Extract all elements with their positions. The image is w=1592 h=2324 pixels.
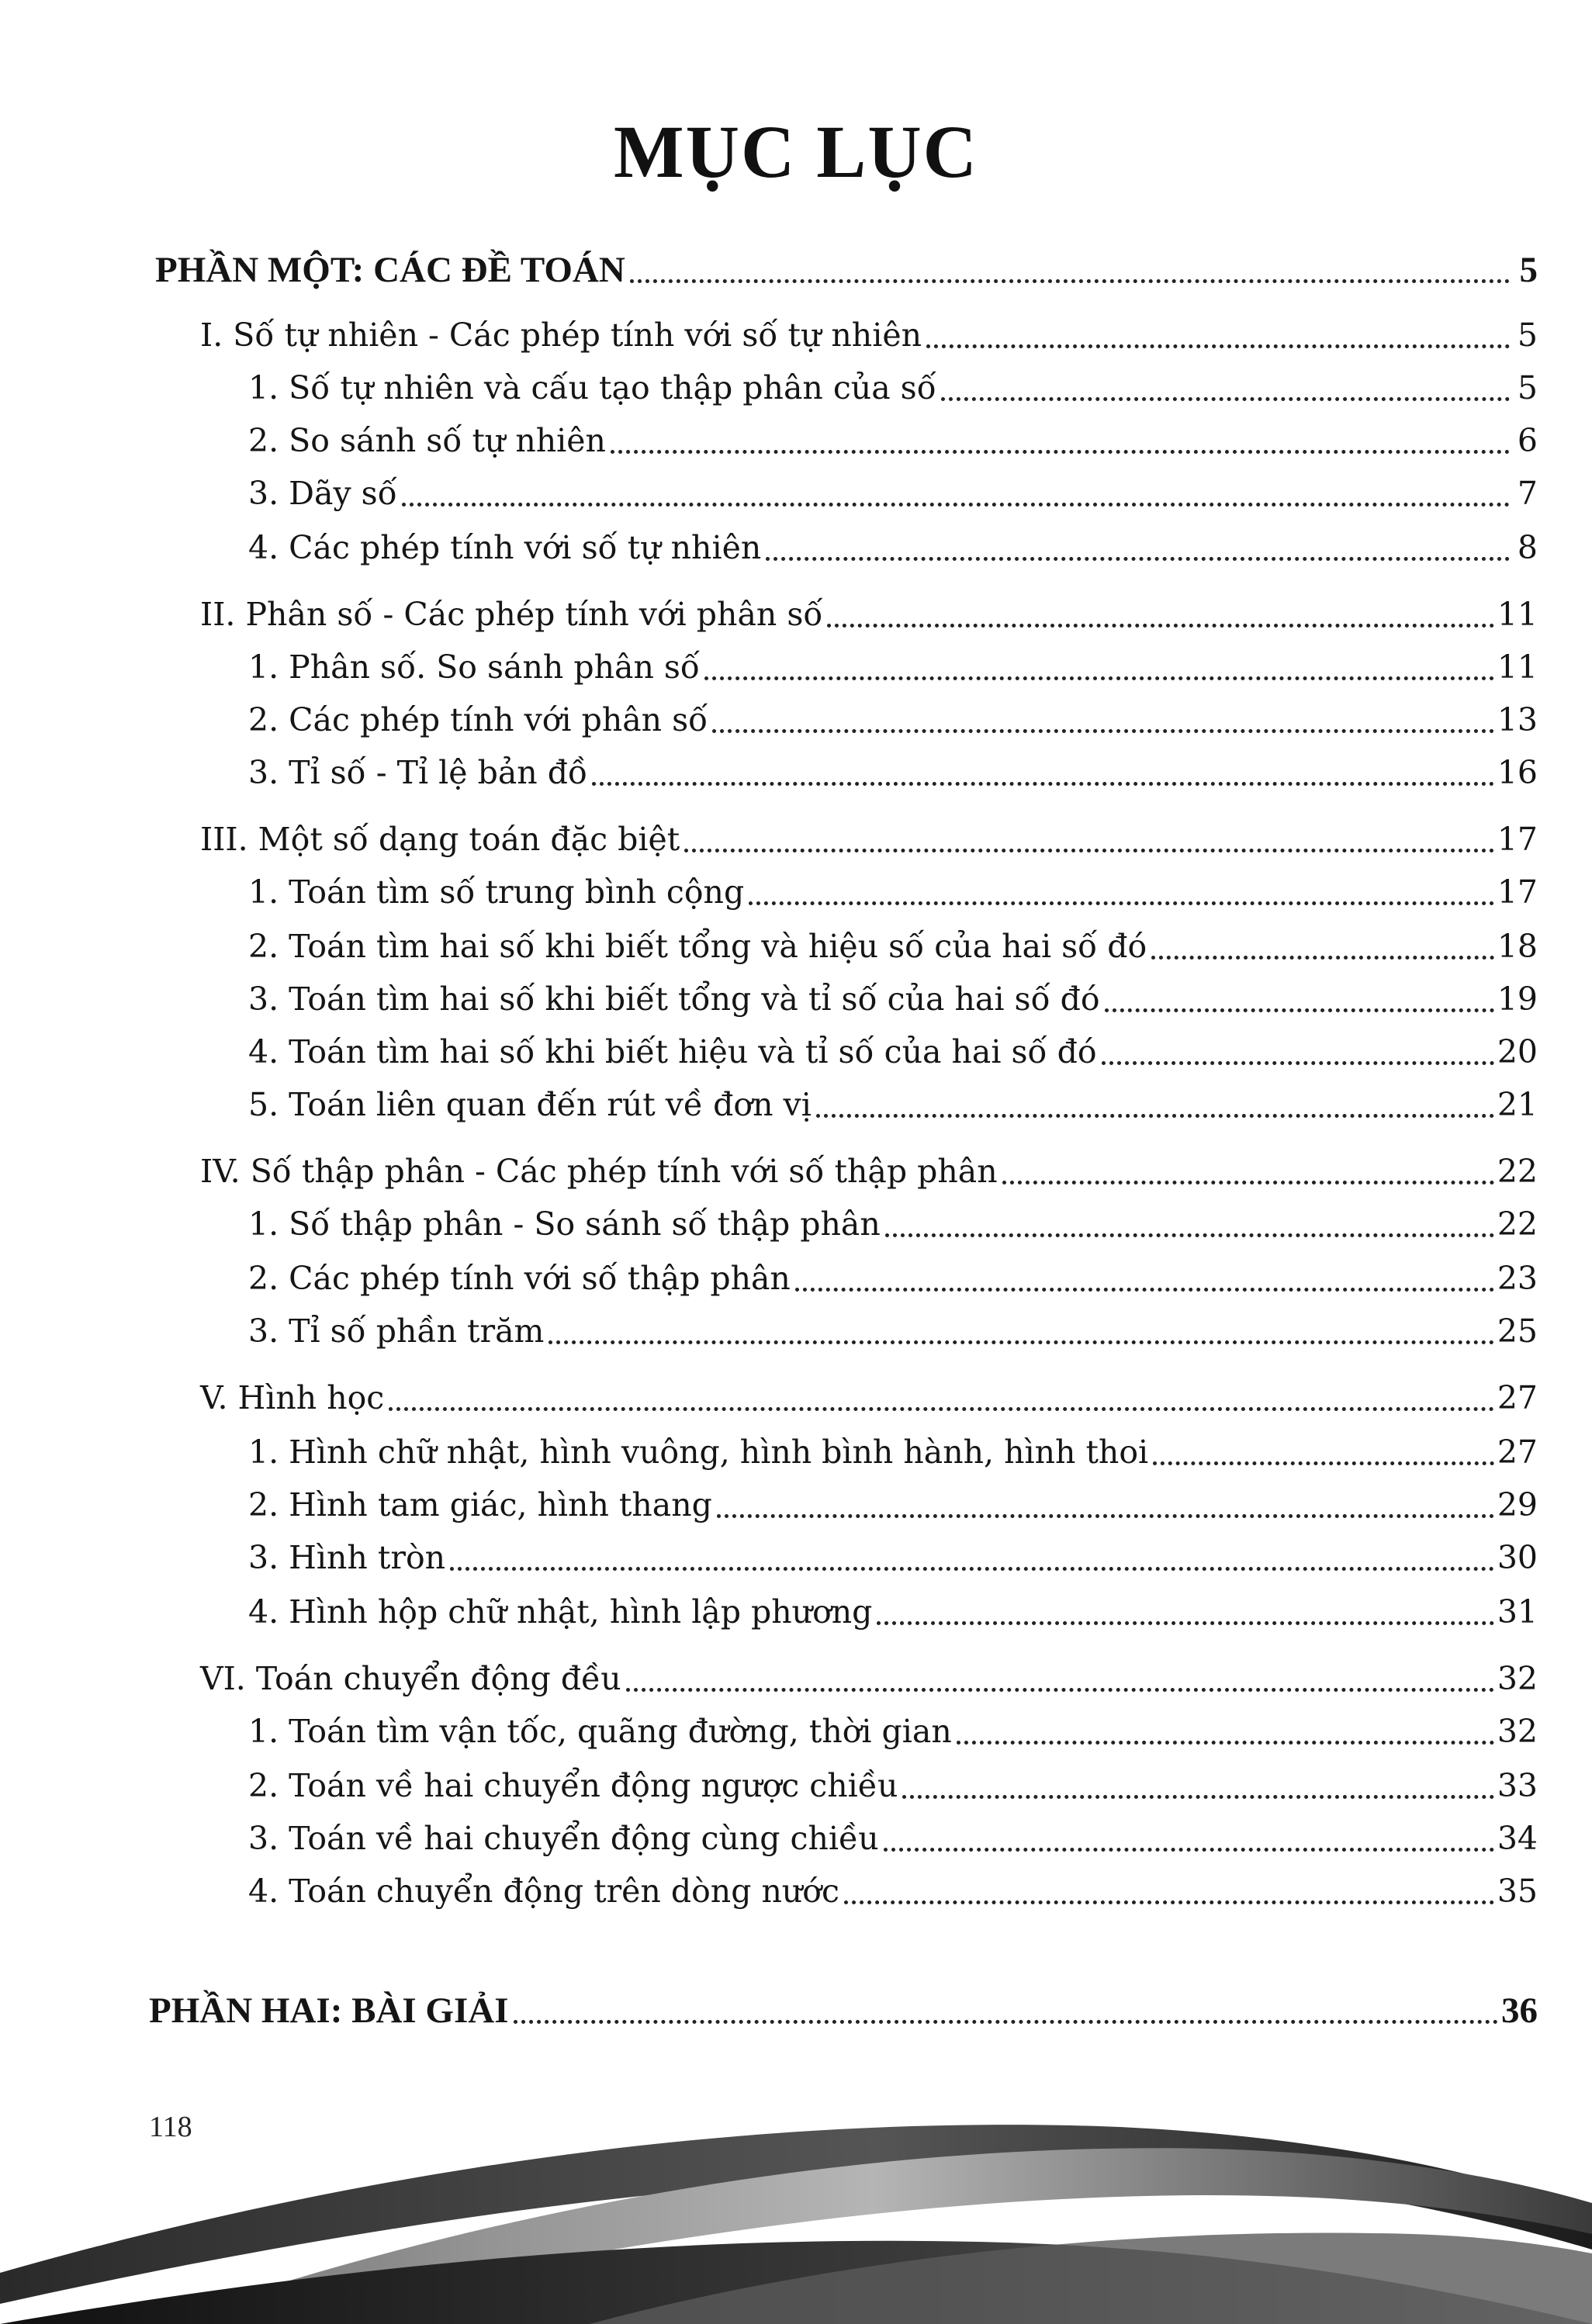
toc-label: 4. Toán chuyển động trên dòng nước bbox=[248, 1873, 839, 1910]
dot-leader bbox=[684, 849, 1494, 852]
toc-item bbox=[248, 641, 1538, 687]
dot-leader bbox=[816, 1114, 1494, 1118]
toc-item bbox=[248, 1586, 1538, 1632]
toc-item bbox=[248, 693, 1538, 740]
toc-section bbox=[200, 813, 1538, 859]
toc-page-number: 29 bbox=[1497, 1486, 1538, 1523]
toc-label: 3. Toán tìm hai số khi biết tổng và tỉ số của hai số đó bbox=[248, 980, 1100, 1018]
toc-item bbox=[248, 1531, 1538, 1578]
dot-leader bbox=[827, 624, 1493, 628]
dot-leader bbox=[1151, 956, 1494, 960]
toc-item bbox=[248, 361, 1538, 408]
toc-section bbox=[200, 309, 1538, 355]
dot-leader bbox=[884, 1848, 1494, 1852]
toc-label: 2. So sánh số tự nhiên bbox=[248, 422, 606, 459]
toc-page-number: 11 bbox=[1497, 648, 1538, 686]
toc-item bbox=[248, 1705, 1538, 1752]
toc-page-number: 17 bbox=[1497, 821, 1538, 858]
toc-page-number: 8 bbox=[1517, 529, 1538, 566]
toc-label: VI. Toán chuyển động đều bbox=[200, 1660, 621, 1697]
toc-item bbox=[248, 1078, 1538, 1125]
toc-page-number: 7 bbox=[1517, 475, 1538, 512]
toc-page-number: 22 bbox=[1497, 1153, 1538, 1190]
toc-section bbox=[200, 588, 1538, 635]
toc-page-number: 35 bbox=[1497, 1873, 1538, 1910]
toc-page-number: 19 bbox=[1497, 980, 1538, 1018]
toc-page-number: 21 bbox=[1497, 1086, 1538, 1123]
dot-leader bbox=[766, 557, 1510, 561]
toc-label: 1. Hình chữ nhật, hình vuông, hình bình hành, hình thoi bbox=[248, 1433, 1149, 1471]
toc-page-number: 36 bbox=[1501, 1990, 1538, 2031]
toc-label: V. Hình học bbox=[200, 1379, 385, 1416]
toc-section bbox=[200, 1145, 1538, 1191]
toc-label: 3. Hình tròn bbox=[248, 1539, 446, 1576]
toc-page-number: 27 bbox=[1497, 1379, 1538, 1416]
toc-page-number: 34 bbox=[1497, 1820, 1538, 1857]
toc-page-number: 5 bbox=[1519, 250, 1538, 290]
toc-label: PHẦN MỘT: CÁC ĐỀ TOÁN bbox=[155, 250, 625, 290]
toc-page-number: 16 bbox=[1497, 754, 1538, 791]
toc-label: 1. Số thập phân - So sánh số thập phân bbox=[248, 1205, 881, 1243]
toc-page-number: 6 bbox=[1517, 422, 1538, 459]
toc-page-number: 25 bbox=[1497, 1312, 1538, 1350]
dot-leader bbox=[844, 1900, 1494, 1904]
toc-label: 5. Toán liên quan đến rút về đơn vị bbox=[248, 1086, 812, 1123]
dot-leader bbox=[795, 1288, 1494, 1292]
dot-leader bbox=[926, 344, 1510, 348]
dot-leader bbox=[717, 1514, 1494, 1518]
toc-label: 3. Dãy số bbox=[248, 475, 397, 512]
toc-page-number: 20 bbox=[1497, 1033, 1538, 1070]
dot-leader bbox=[941, 397, 1510, 401]
dot-leader bbox=[450, 1567, 1494, 1571]
toc-item bbox=[248, 1812, 1538, 1859]
toc-label: 2. Toán về hai chuyển động ngược chiều bbox=[248, 1767, 898, 1804]
dot-leader bbox=[885, 1233, 1494, 1237]
toc-label: 3. Toán về hai chuyển động cùng chiều bbox=[248, 1820, 879, 1857]
toc-section bbox=[200, 1652, 1538, 1699]
dot-leader bbox=[1105, 1008, 1494, 1012]
toc-page-number: 13 bbox=[1497, 701, 1538, 738]
toc-item bbox=[248, 1426, 1538, 1472]
dot-leader bbox=[1153, 1461, 1494, 1465]
toc-page-number: 22 bbox=[1497, 1205, 1538, 1243]
dot-leader bbox=[630, 279, 1510, 283]
toc-item bbox=[248, 1478, 1538, 1525]
toc-item bbox=[248, 414, 1538, 461]
toc-label: PHẦN HAI: BÀI GIẢI bbox=[149, 1990, 509, 2031]
toc-item bbox=[248, 973, 1538, 1019]
toc-item bbox=[248, 1759, 1538, 1806]
dot-leader bbox=[877, 1621, 1493, 1625]
dot-leader bbox=[611, 450, 1510, 454]
toc-label: 3. Tỉ số phần trăm bbox=[248, 1312, 545, 1350]
toc-page-number: 5 bbox=[1517, 369, 1538, 406]
page-title: MỤC LỤC bbox=[614, 110, 978, 193]
dot-leader bbox=[1002, 1181, 1494, 1184]
dot-leader bbox=[704, 676, 1494, 680]
toc-label: II. Phân số - Các phép tính với phân số bbox=[200, 596, 823, 633]
toc-label: 1. Toán tìm số trung bình cộng bbox=[248, 873, 745, 911]
toc-label: I. Số tự nhiên - Các phép tính với số tự nhiên bbox=[200, 316, 922, 354]
toc-section bbox=[200, 1371, 1538, 1418]
toc-item bbox=[248, 467, 1538, 514]
toc-label: 4. Các phép tính với số tự nhiên bbox=[248, 529, 762, 566]
toc-page-number: 11 bbox=[1497, 596, 1538, 633]
toc-item bbox=[248, 746, 1538, 793]
toc-page-number: 32 bbox=[1497, 1660, 1538, 1697]
toc-label: 4. Hình hộp chữ nhật, hình lập phương bbox=[248, 1593, 873, 1631]
toc-page-number: 30 bbox=[1497, 1539, 1538, 1576]
toc-part-heading bbox=[155, 244, 1538, 290]
dot-leader bbox=[712, 729, 1494, 733]
dot-leader bbox=[402, 503, 1510, 507]
toc-label: 3. Tỉ số - Tỉ lệ bản đồ bbox=[248, 754, 588, 791]
dot-leader bbox=[389, 1407, 1494, 1411]
dot-leader bbox=[902, 1795, 1493, 1799]
page-number: 118 bbox=[149, 2111, 192, 2143]
toc-page-number: 23 bbox=[1497, 1260, 1538, 1297]
toc-item bbox=[248, 920, 1538, 967]
dot-leader bbox=[957, 1741, 1494, 1745]
toc-label: 2. Các phép tính với phân số bbox=[248, 701, 708, 738]
toc-label: 1. Số tự nhiên và cấu tạo thập phân của số bbox=[248, 369, 936, 406]
dot-leader bbox=[514, 2020, 1498, 2024]
toc-page-number: 18 bbox=[1497, 928, 1538, 965]
toc-page-number: 17 bbox=[1497, 873, 1538, 911]
toc-label: 2. Hình tam giác, hình thang bbox=[248, 1486, 712, 1523]
toc-page-number: 5 bbox=[1517, 316, 1538, 354]
dot-leader bbox=[549, 1340, 1493, 1344]
toc-label: 4. Toán tìm hai số khi biết hiệu và tỉ số của hai số đó bbox=[248, 1033, 1097, 1070]
toc-label: IV. Số thập phân - Các phép tính với số thập phân bbox=[200, 1153, 998, 1190]
dot-leader bbox=[592, 782, 1494, 786]
toc-item bbox=[248, 1198, 1538, 1244]
toc-label: 2. Các phép tính với số thập phân bbox=[248, 1260, 791, 1297]
dot-leader bbox=[626, 1688, 1494, 1692]
toc-page-number: 27 bbox=[1497, 1433, 1538, 1471]
dot-leader bbox=[749, 901, 1494, 905]
toc-item bbox=[248, 1865, 1538, 1911]
toc-page-number: 31 bbox=[1497, 1593, 1538, 1631]
dot-leader bbox=[1102, 1061, 1494, 1065]
toc-label: 1. Toán tìm vận tốc, quãng đường, thời gian bbox=[248, 1713, 952, 1750]
toc-item bbox=[248, 1305, 1538, 1351]
toc-part-heading bbox=[149, 1984, 1538, 2031]
toc-item bbox=[248, 866, 1538, 912]
toc-page-number: 32 bbox=[1497, 1713, 1538, 1750]
toc-item bbox=[248, 1025, 1538, 1072]
toc-label: III. Một số dạng toán đặc biệt bbox=[200, 821, 680, 858]
toc-label: 2. Toán tìm hai số khi biết tổng và hiệu số của hai số đó bbox=[248, 928, 1147, 965]
toc-label: 1. Phân số. So sánh phân số bbox=[248, 648, 701, 686]
toc-item bbox=[248, 1252, 1538, 1299]
toc-page-number: 33 bbox=[1497, 1767, 1538, 1804]
decorative-swoosh bbox=[0, 2094, 1592, 2324]
toc-item bbox=[248, 521, 1538, 568]
